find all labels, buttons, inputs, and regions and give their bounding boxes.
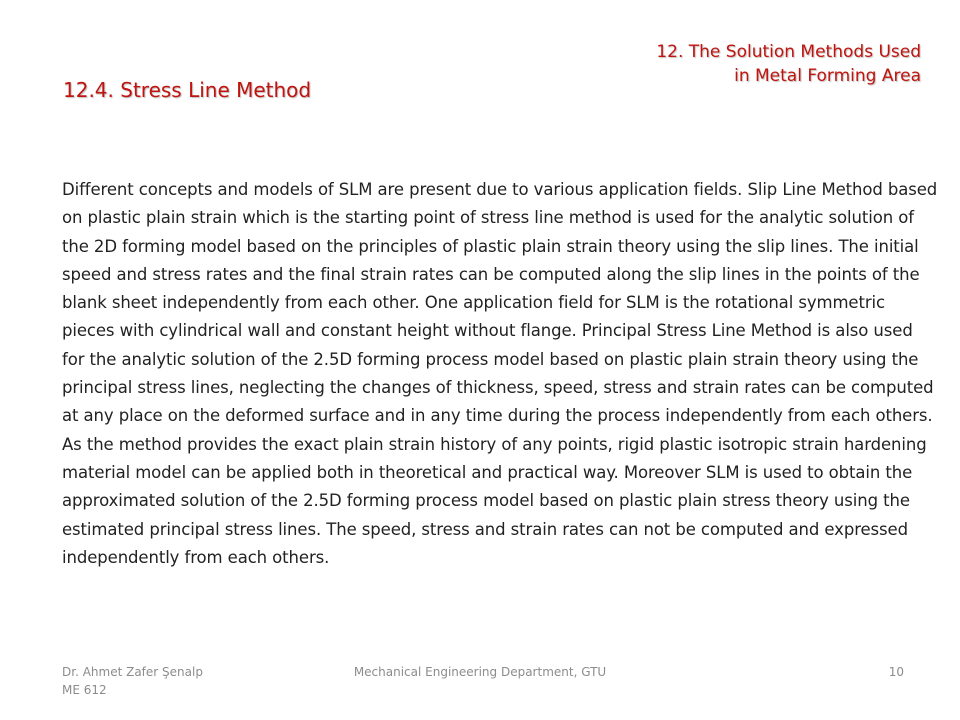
- footer-department: Mechanical Engineering Department, GTU: [353, 665, 607, 679]
- section-title-line-1: 12. The Solution Methods Used: [656, 42, 921, 62]
- footer-author: Dr. Ahmet Zafer Şenalp: [62, 665, 203, 679]
- slide-title: 12.4. Stress Line Method: [63, 78, 312, 102]
- footer-course: ME 612: [62, 683, 107, 697]
- footer-page-number: 10: [888, 665, 904, 679]
- footer-author-block: [62, 663, 252, 699]
- body-paragraph: Different concepts and models of SLM are present due to various application fields. Slip Line Method based on plastic plain strain which is the starting point of stress line method is used for the analytic solution of the 2D forming model based on the principles of plastic plain strain theory using the slip lines. The initial speed and stress rates and the final strain rates can be computed along the slip lines in the points of the blank sheet independently from each other. One application field for SLM is the rotational symmetric pieces with cylindrical wall and constant height without flange. Principal Stress Line Method is also used for the analytic solution of the 2.5D forming process model based on plastic plain strain theory using the principal stress lines, neglecting the changes of thickness, speed, stress and strain rates can be computed at any place on the deformed surface and in any time during the process independently from each others. As the method provides the exact plain strain history of any points, rigid plastic isotropic strain hardening material model can be applied both in theoretical and practical way. Moreover SLM is used to obtain the approximated solution of the 2.5D forming process model based on plastic plain stress theory using the estimated principal stress lines. The speed, stress and strain rates can not be computed and expressed independently from each others.: [62, 180, 938, 567]
- section-title-line-2: in Metal Forming Area: [734, 66, 921, 86]
